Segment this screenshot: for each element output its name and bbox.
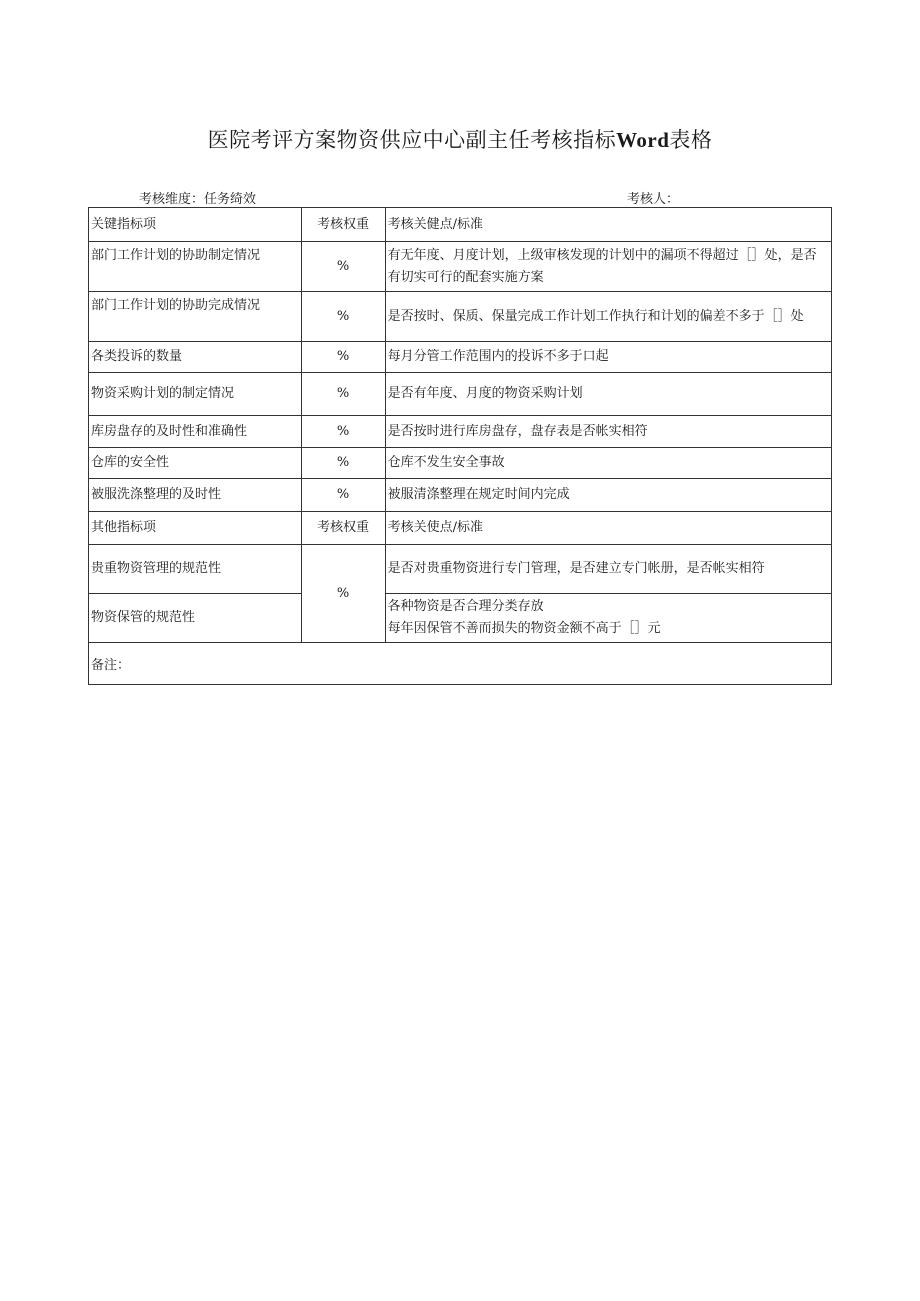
row-weight: % xyxy=(301,479,385,512)
table-row xyxy=(89,292,832,342)
title-text: 医院考评方案物资供应中心副主任考核指标 xyxy=(207,128,617,152)
row-weight: % xyxy=(301,373,385,416)
row-criteria: 有无年度、月度计划，上级审核发现的计划中的漏项不得超过［］处，是否有切实可行的配套实施方案 xyxy=(385,242,831,292)
table-row xyxy=(89,342,832,373)
row-criteria: 是否对贵重物资进行专门管理，是否建立专门帐册，是否帐实相符 xyxy=(385,545,831,594)
title-word: Word xyxy=(616,128,670,152)
table-row-notes xyxy=(89,643,832,685)
row-criteria: 是否有年度、月度的物资采购计划 xyxy=(385,373,831,416)
assessor-label: 考核人： xyxy=(627,192,680,207)
page-title xyxy=(0,124,920,154)
row-item: 库房盘存的及时性和准确性 xyxy=(89,416,302,448)
row-item: 部门工作计划的协助完成情况 xyxy=(89,292,302,342)
row-weight: % xyxy=(301,242,385,292)
criteria-line: 每年因保管不善而损失的物资金额不高于［］元 xyxy=(387,621,661,636)
assessment-dimension: 考核维度：任务绮效 xyxy=(139,192,257,207)
row-item: 物资采购计划的制定情况 xyxy=(89,373,302,416)
header-weight: 考核权重 xyxy=(301,512,385,545)
row-weight: % xyxy=(301,342,385,373)
row-criteria: 每月分管工作范围内的投诉不多于口起 xyxy=(385,342,831,373)
row-weight: % xyxy=(301,292,385,342)
row-item: 被服洗涤整理的及时性 xyxy=(89,479,302,512)
header-criteria: 考核关使点/标准 xyxy=(385,512,831,545)
table-row xyxy=(89,373,832,416)
table-header-other xyxy=(89,512,832,545)
title-suffix: 表格 xyxy=(669,128,713,152)
table-row xyxy=(89,416,832,448)
assessment-table xyxy=(88,207,832,685)
header-criteria: 考核关健点/标准 xyxy=(385,208,831,242)
row-item: 仓库的安全性 xyxy=(89,448,302,479)
table-row xyxy=(89,479,832,512)
row-weight: % xyxy=(301,416,385,448)
header-item: 关键指标项 xyxy=(89,208,302,242)
row-criteria: 被服清涤整理在规定时间内完成 xyxy=(385,479,831,512)
table-row xyxy=(89,545,832,594)
row-criteria xyxy=(385,594,831,643)
header-item: 其他指标项 xyxy=(89,512,302,545)
row-item: 贵重物资管理的规范性 xyxy=(89,545,302,594)
row-item: 部门工作计划的协助制定情况 xyxy=(89,242,302,292)
row-item: 各类投诉的数量 xyxy=(89,342,302,373)
criteria-line: 各种物资是否合理分类存放 xyxy=(387,599,544,614)
table-row xyxy=(89,448,832,479)
row-criteria: 仓库不发生安全事故 xyxy=(385,448,831,479)
row-item: 物资保管的规范性 xyxy=(89,594,302,643)
row-criteria: 是否按时、保质、保量完成工作计划工作执行和计划的偏差不多于［］处 xyxy=(385,292,831,342)
row-criteria: 是否按时进行库房盘存，盘存表是否帐实相符 xyxy=(385,416,831,448)
notes-label: 备注： xyxy=(89,643,832,685)
table-row xyxy=(89,594,832,643)
table-header-key xyxy=(89,208,832,242)
row-weight: % xyxy=(301,545,385,643)
table-row xyxy=(89,242,832,292)
row-weight: % xyxy=(301,448,385,479)
header-weight: 考核权重 xyxy=(301,208,385,242)
